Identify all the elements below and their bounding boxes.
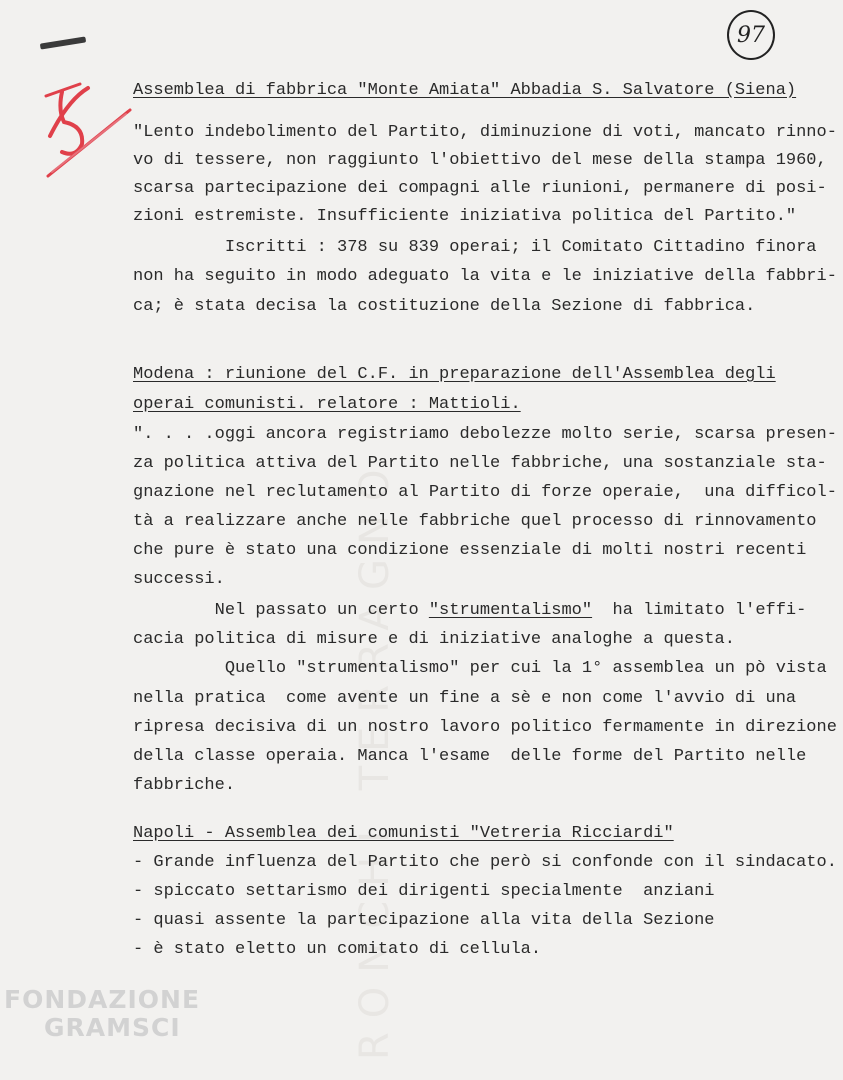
- page-number-value: 97: [737, 22, 765, 48]
- section1-line: vo di tessere, non raggiunto l'obiettivo del mese della stampa 1960,: [133, 151, 827, 170]
- paragraph2-text: ha limitato l'effi-: [592, 601, 807, 620]
- section2-heading: Modena : riunione del C.F. in preparazione dell'Assemblea degli: [133, 365, 776, 384]
- watermark-line1: FONDAZIONE: [4, 985, 201, 1014]
- watermark-logo: [4, 986, 200, 1042]
- watermark-vertical-text: RONCHI TERRAGNO: [352, 455, 398, 1060]
- strumentalismo-term: "strumentalismo": [428, 601, 593, 620]
- red-pencil-mark: [28, 40, 138, 190]
- section1-line: zioni estremiste. Insufficiente iniziativa politica del Partito.": [133, 207, 797, 226]
- section1-line: non ha seguito in modo adeguato la vita e le iniziative della fabbri-: [133, 267, 837, 286]
- section2-line: Quello "strumentalismo" per cui la 1° assemblea un pò vista: [133, 659, 827, 678]
- list-item: - spiccato settarismo dei dirigenti specialmente anziani: [133, 882, 715, 901]
- watermark-line2: GRAMSCI: [44, 1013, 181, 1042]
- section3-heading: Napoli - Assemblea dei comunisti "Vetreria Ricciardi": [133, 824, 674, 843]
- section2-heading: operai comunisti. relatore : Mattioli.: [133, 395, 521, 414]
- section1-line: scarsa partecipazione dei compagni alle riunioni, permanere di posi-: [133, 179, 827, 198]
- section1-line: "Lento indebolimento del Partito, diminuzione di voti, mancato rinno-: [133, 123, 837, 142]
- section2-line: za politica attiva del Partito nelle fabbriche, una sostanziale sta-: [133, 454, 827, 473]
- section2-line: ripresa decisiva di un nostro lavoro politico fermamente in direzione: [133, 718, 837, 737]
- list-item: - quasi assente la partecipazione alla vita della Sezione: [133, 911, 715, 930]
- list-item: - è stato eletto un comitato di cellula.: [133, 940, 542, 959]
- section1-line: ca; è stata decisa la costituzione della Sezione di fabbrica.: [133, 297, 756, 316]
- section2-line: gnazione nel reclutamento al Partito di forze operaie, una difficol-: [133, 483, 837, 502]
- section1-line: Iscritti : 378 su 839 operai; il Comitato Cittadino finora: [133, 238, 817, 257]
- section2-line: fabbriche.: [133, 776, 236, 795]
- section2-line: della classe operaia. Manca l'esame delle forme del Partito nelle: [133, 747, 807, 766]
- section2-line: cacia politica di misure e di iniziative analoghe a questa.: [133, 630, 735, 649]
- list-item: - Grande influenza del Partito che però si confonde con il sindacato.: [133, 853, 837, 872]
- paragraph2-text: Nel passato un certo: [133, 601, 429, 620]
- section2-line: successi.: [133, 570, 225, 589]
- page-number: [727, 10, 775, 60]
- section2-line: tà a realizzare anche nelle fabbriche quel processo di rinnovamento: [133, 512, 817, 531]
- section2-line: nella pratica come avente un fine a sè e non come l'avvio di una: [133, 689, 797, 708]
- section2-line: ". . . .oggi ancora registriamo debolezze molto serie, scarsa presen-: [133, 425, 837, 444]
- section2-line: che pure è stato una condizione essenziale di molti nostri recenti: [133, 541, 807, 560]
- section2-paragraph2: [133, 600, 806, 622]
- section1-heading: Assemblea di fabbrica "Monte Amiata" Abbadia S. Salvatore (Siena): [133, 81, 797, 100]
